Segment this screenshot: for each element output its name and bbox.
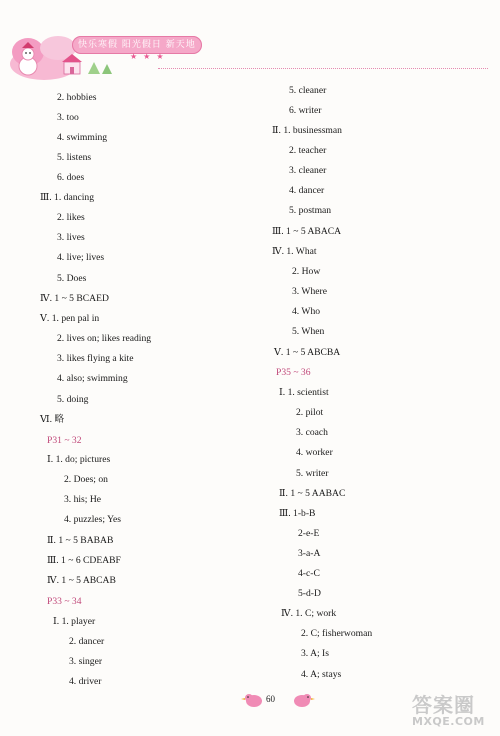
answer-line: 4. puzzles; Yes: [64, 514, 122, 525]
answer-line: 3. Where: [292, 286, 327, 297]
answer-line: 2. C; fisherwoman: [301, 628, 373, 639]
answer-line: 2-e-E: [298, 528, 320, 539]
answer-line: Ⅲ. 1-b-B: [279, 508, 316, 519]
answer-line: 4. worker: [296, 447, 333, 458]
answer-line: 3. likes flying a kite: [57, 353, 134, 364]
page-number: 60: [266, 694, 275, 704]
answer-line: Ⅴ. 1. pen pal in: [40, 313, 100, 324]
watermark-text-bottom: MXQE.COM: [412, 715, 485, 728]
answer-line: 4. Who: [292, 306, 321, 317]
answer-line: 5. When: [292, 326, 325, 337]
answer-line: 5. postman: [289, 205, 332, 216]
answer-line: 5. doing: [57, 394, 89, 405]
answer-line: Ⅳ. 1 ~ 5 ABCAB: [47, 575, 116, 586]
answer-line: Ⅳ. 1. C; work: [281, 608, 337, 619]
answer-line: Ⅱ. 1. businessman: [272, 125, 342, 136]
section-heading: P35 ~ 36: [276, 367, 311, 378]
answer-line: 4. dancer: [289, 185, 325, 196]
answer-line: 2. likes: [57, 212, 85, 223]
answer-line: Ⅰ. 1. do; pictures: [47, 454, 111, 465]
answer-line: Ⅳ. 1. What: [272, 246, 317, 257]
decorative-stars: ★ ★ ★: [130, 52, 166, 61]
answer-line: 3. cleaner: [289, 165, 327, 176]
answer-line: Ⅰ. 1. scientist: [279, 387, 329, 398]
answer-line: 2. lives on; likes reading: [57, 333, 152, 344]
answer-line: Ⅲ. 1 ~ 6 CDEABF: [47, 555, 121, 566]
answer-line: 2. hobbies: [57, 92, 97, 103]
answer-line: 5. Does: [57, 273, 87, 284]
page-header: [0, 0, 500, 82]
footer-birds-illustration: [240, 690, 320, 710]
answer-line: Ⅲ. 1 ~ 5 ABACA: [272, 226, 342, 237]
answer-line: Ⅱ. 1 ~ 5 BABAB: [47, 535, 114, 546]
answer-line: 6. writer: [289, 105, 322, 116]
answer-line: 3. singer: [69, 656, 103, 667]
answer-line: Ⅲ. 1. dancing: [40, 192, 95, 203]
answer-line: 2. How: [292, 266, 321, 277]
answer-line: 3-a-A: [298, 548, 321, 559]
answer-line: 5. listens: [57, 152, 92, 163]
answer-line: 3. too: [57, 112, 79, 123]
answer-line: Ⅱ. 1 ~ 5 AABAC: [279, 488, 346, 499]
answer-line: 3. lives: [57, 232, 85, 243]
section-heading: P33 ~ 34: [47, 596, 82, 607]
answer-line: 4. swimming: [57, 132, 108, 143]
answer-line: Ⅴ. 1 ~ 5 ABCBA: [274, 347, 341, 358]
answer-line: 4. driver: [69, 676, 102, 687]
answer-line: 6. does: [57, 172, 85, 183]
answer-line: 3. A; Is: [301, 648, 329, 659]
answer-line: 2. teacher: [289, 145, 327, 156]
section-heading: P31 ~ 32: [47, 435, 82, 446]
watermark-text-top: 答案圈: [412, 693, 475, 717]
answer-line: Ⅳ. 1 ~ 5 BCAED: [40, 293, 109, 304]
answer-line: 2. pilot: [296, 407, 324, 418]
answer-line: 5. cleaner: [289, 85, 327, 96]
answer-line: 3. his; He: [64, 494, 102, 505]
answer-line: 4-c-C: [298, 568, 320, 579]
answer-line: 4. also; swimming: [57, 373, 128, 384]
banner-title: 快乐寒假 阳光假日 新天地: [72, 36, 202, 54]
answer-line: 4. A; stays: [301, 669, 342, 680]
answer-line: Ⅵ. 略: [40, 414, 65, 425]
header-divider: [158, 68, 488, 69]
answer-line: 2. dancer: [69, 636, 105, 647]
answer-line: 3. coach: [296, 427, 328, 438]
watermark-logo: [412, 694, 494, 734]
answer-line: 4. live; lives: [57, 252, 105, 263]
answer-line: 2. Does; on: [64, 474, 108, 485]
answer-line: Ⅰ. 1. player: [53, 616, 96, 627]
answer-line: 5. writer: [296, 468, 329, 479]
answer-line: 5-d-D: [298, 588, 321, 599]
